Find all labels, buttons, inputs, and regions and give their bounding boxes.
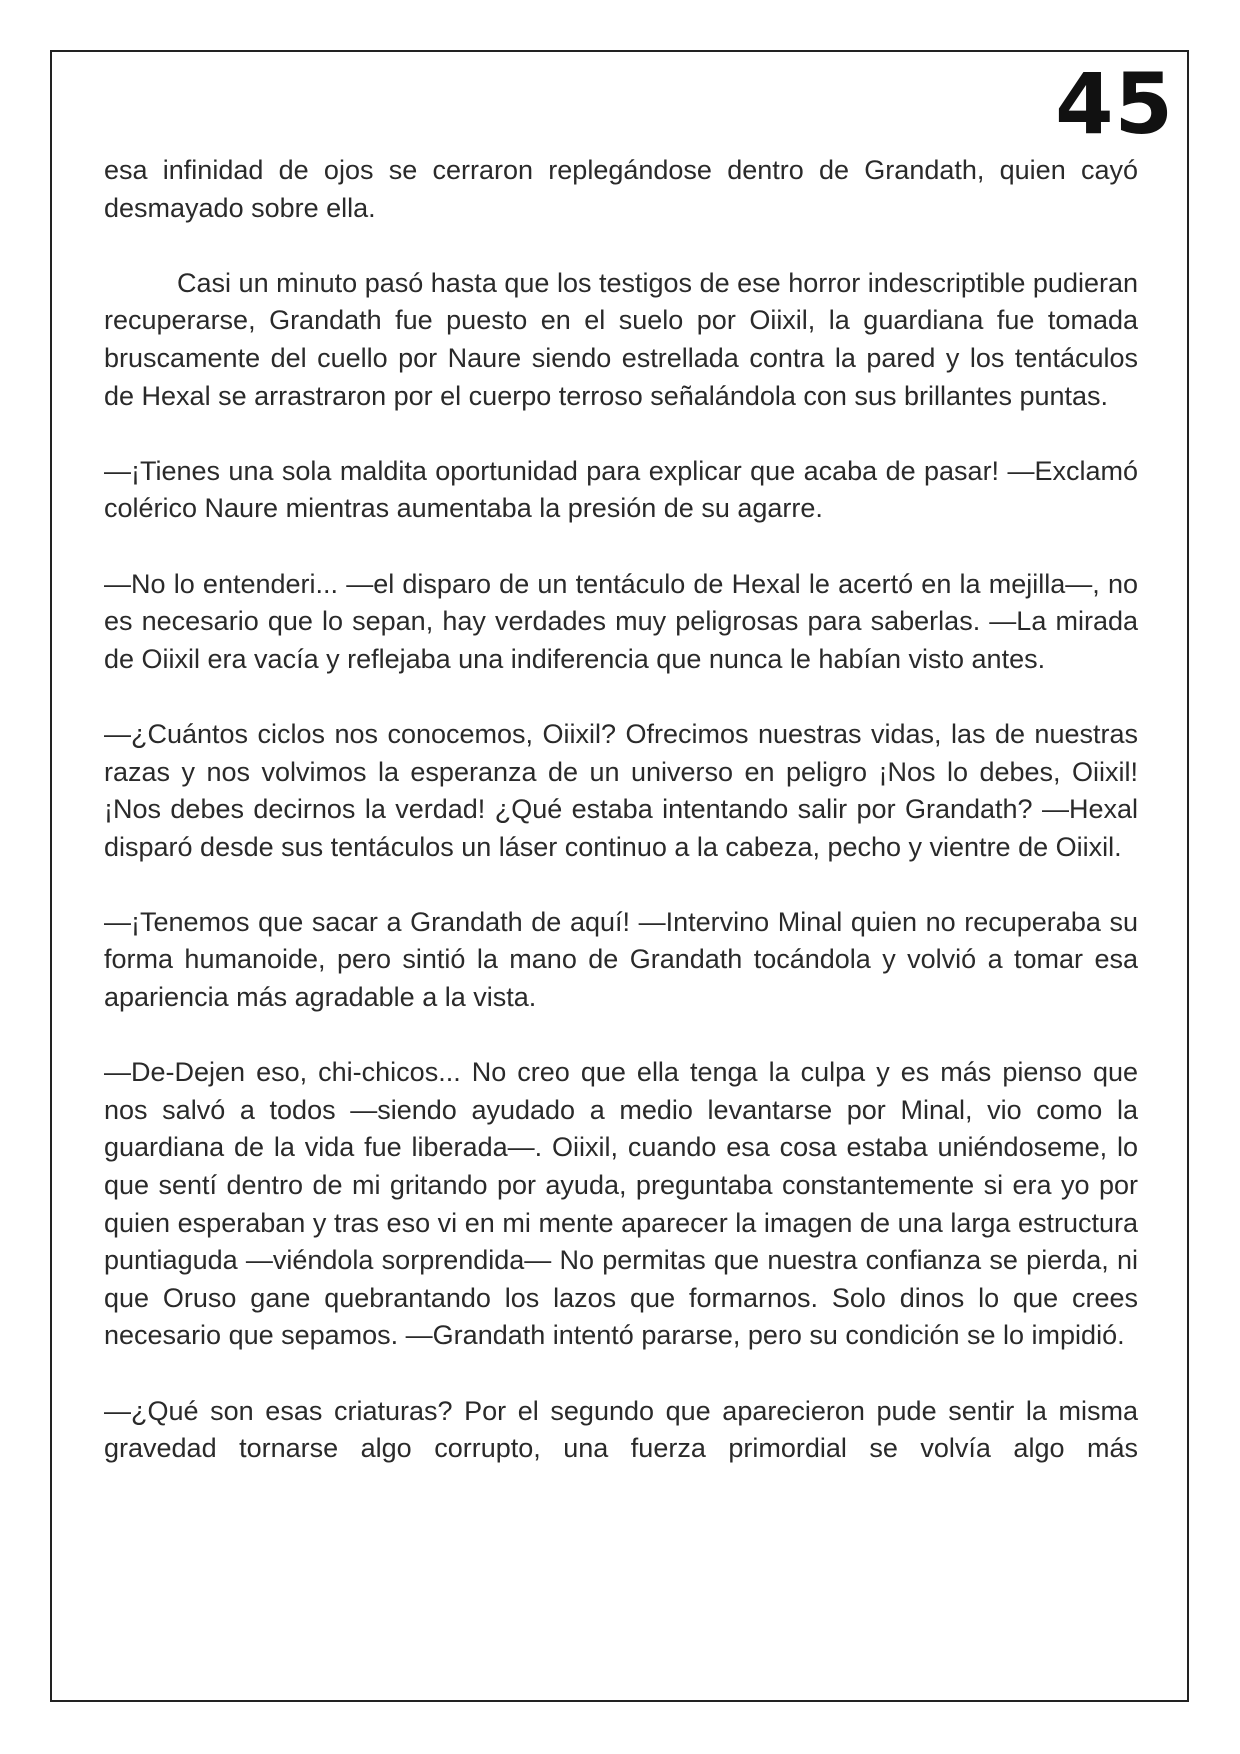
paragraph: —¿Cuántos ciclos nos conocemos, Oiixil? Ofrecimos nuestras vidas, las de nuestras razas y nos volvimos la esperanza de un universo en peligro ¡Nos lo debes, Oiixil! ¡Nos debes decirnos la verdad! ¿Qué estaba intentando salir por Grandath? —Hexal disparó desde sus tentáculos un láser continuo a la cabeza, pecho y vientre de Oiixil. xyxy=(104,718,1138,862)
paragraph: —¡Tenemos que sacar a Grandath de aquí! —Intervino Minal quien no recuperaba su forma humanoide, pero sintió la mano de Grandath tocándola y volvió a tomar esa apariencia más agradable a la vista. xyxy=(104,906,1138,1013)
body-text xyxy=(104,152,1138,1468)
paragraph: —No lo entenderi... —el disparo de un tentáculo de Hexal le acertó en la mejilla—, no es necesario que lo sepan, hay verdades muy peligrosas para saberlas. —La mirada de Oiixil era vacía y reflejaba una indiferencia que nunca le habían visto antes. xyxy=(104,568,1138,674)
paragraph: —De-Dejen eso, chi-chicos... No creo que ella tenga la culpa y es más pienso que nos salvó a todos —siendo ayudado a medio levantarse por Minal, vio como la guardiana de la vida fue liberada—. Oiixil, cuando esa cosa estaba uniéndoseme, lo que sentí dentro de mi gritando por ayuda, preguntaba constantemente si era yo por quien esperaban y tras eso vi en mi mente aparecer la imagen de una larga estructura puntiaguda —viéndola sorprendida— No permitas que nuestra confianza se pierda, ni que Oruso gane quebrantando los lazos que formarnos. Solo dinos lo que crees necesario que sepamos. —Grandath intentó pararse, pero su condición se lo impidió. xyxy=(104,1057,1138,1351)
paragraph: Casi un minuto pasó hasta que los testigos de ese horror indescriptible pudieran recuperarse, Grandath fue puesto en el suelo por Oiixil, la guardiana fue tomada bruscamente del cuello por Naure siendo estrellada contra la pared y los tentáculos de Hexal se arrastraron por el cuerpo terroso señalándola con sus brillantes puntas. xyxy=(104,267,1138,411)
paragraph: esa infinidad de ojos se cerraron replegándose dentro de Grandath, quien cayó desmayado sobre ella. xyxy=(104,155,1138,223)
paragraph: —¿Qué son esas criaturas? Por el segundo que aparecieron pude sentir la misma gravedad tornarse algo corrupto, una fuerza primordial se volvía algo más xyxy=(104,1395,1138,1464)
paragraph: —¡Tienes una sola maldita oportunidad para explicar que acaba de pasar! —Exclamó colérico Naure mientras aumentaba la presión de su agarre. xyxy=(104,455,1138,524)
page-number: 45 xyxy=(1055,55,1174,153)
